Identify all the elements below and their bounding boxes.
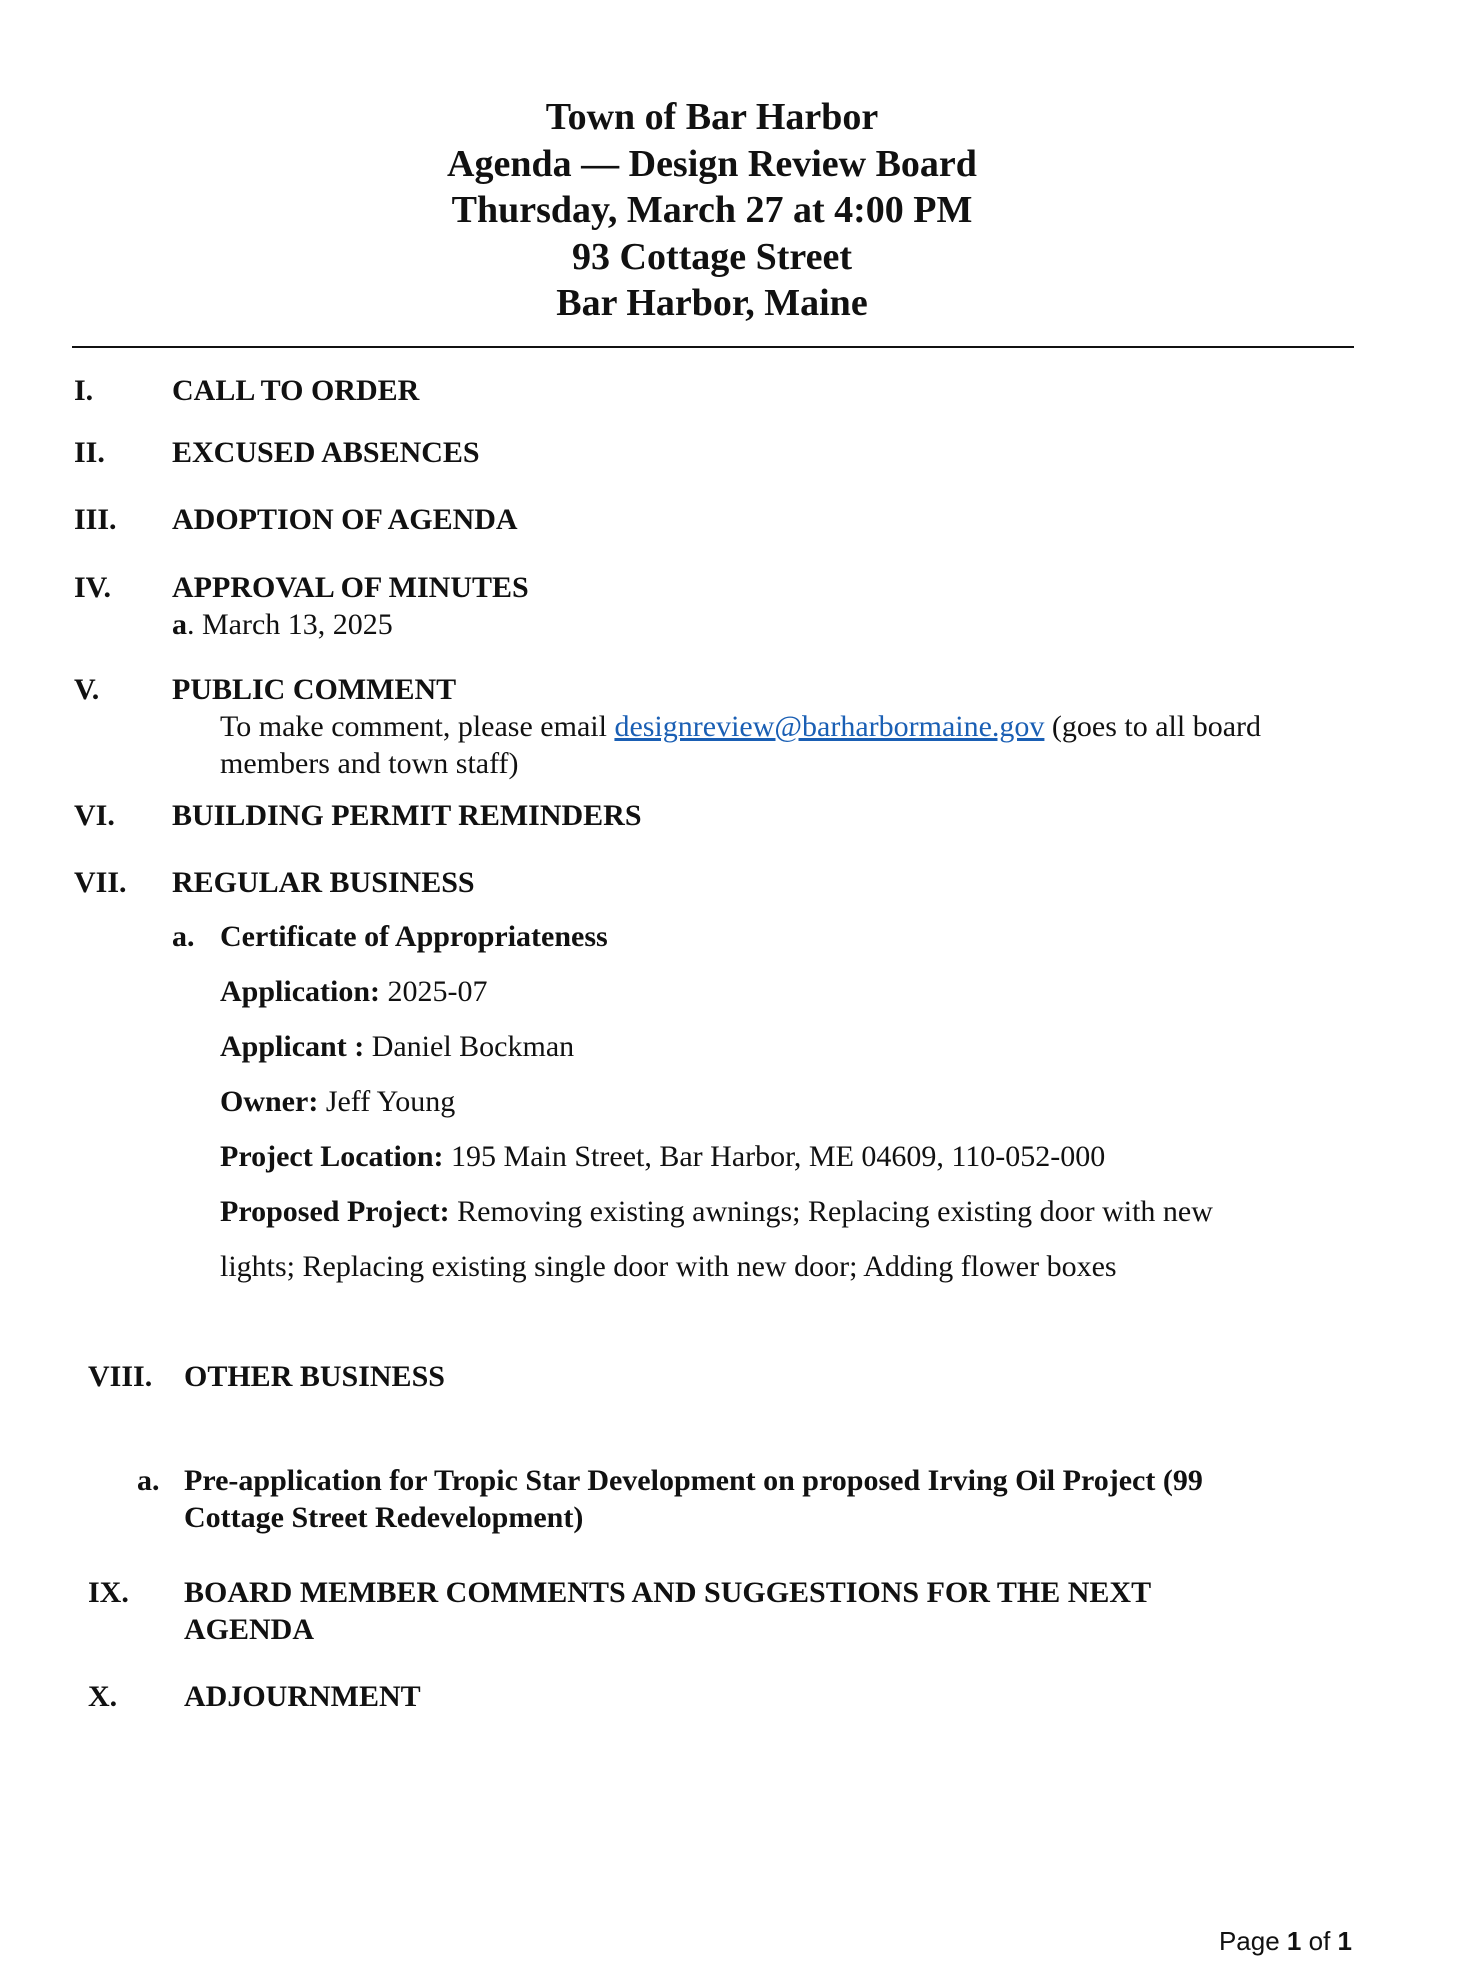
application-line: Application: 2025-07 — [220, 975, 488, 1008]
header-town: Town of Bar Harbor — [545, 96, 879, 138]
section-title: CALL TO ORDER — [172, 374, 420, 407]
item-letter: a. — [172, 920, 195, 953]
section-number: I. — [74, 374, 94, 407]
item-letter: a. — [137, 1464, 160, 1497]
email-link[interactable]: designreview@barharbormaine.gov — [614, 710, 1045, 743]
minutes-item: a. March 13, 2025 — [172, 608, 393, 641]
section-title: BUILDING PERMIT REMINDERS — [172, 799, 642, 832]
section-number: II. — [74, 436, 105, 469]
section-number: VII. — [74, 866, 127, 899]
header-agenda-title: Agenda — Design Review Board — [447, 142, 977, 185]
public-comment-text-cont: members and town staff) — [220, 747, 519, 780]
header-city-state: Bar Harbor, Maine — [556, 282, 868, 324]
section-title-cont: AGENDA — [184, 1613, 315, 1646]
header-divider — [72, 346, 1354, 348]
section-title: ADJOURNMENT — [184, 1680, 421, 1713]
owner-line: Owner: Jeff Young — [220, 1085, 456, 1118]
section-title: EXCUSED ABSENCES — [172, 436, 480, 469]
section-title: OTHER BUSINESS — [184, 1360, 445, 1393]
section-number: IV. — [74, 571, 111, 604]
section-title: APPROVAL OF MINUTES — [172, 571, 529, 604]
pre-application-item: Pre-application for Tropic Star Development on proposed Irving Oil Project (99 — [184, 1464, 1203, 1497]
proposed-project-line: Proposed Project: Removing existing awnings; Replacing existing door with new — [220, 1195, 1213, 1228]
pre-application-item-cont: Cottage Street Redevelopment) — [184, 1501, 584, 1534]
section-title: PUBLIC COMMENT — [172, 673, 457, 706]
project-location-line: Project Location: 195 Main Street, Bar Harbor, ME 04609, 110-052-000 — [220, 1140, 1106, 1173]
item-title: Certificate of Appropriateness — [220, 920, 608, 953]
page-number-footer: Page 1 of 1 — [1218, 1926, 1352, 1956]
header-date-time: Thursday, March 27 at 4:00 PM — [451, 189, 973, 231]
proposed-project-line-cont: lights; Replacing existing single door with new door; Adding flower boxes — [220, 1250, 1117, 1283]
section-number: VI. — [74, 799, 115, 832]
section-number: VIII. — [88, 1360, 153, 1393]
public-comment-text: To make comment, please email designreview@barharbormaine.gov (goes to all board — [220, 710, 1262, 743]
applicant-line: Applicant : Daniel Bockman — [220, 1030, 575, 1063]
section-title: ADOPTION OF AGENDA — [172, 503, 518, 536]
section-number: IX. — [88, 1576, 129, 1609]
header-address: 93 Cottage Street — [572, 235, 852, 278]
section-number: X. — [88, 1680, 118, 1713]
section-title: REGULAR BUSINESS — [172, 866, 475, 899]
document-header — [0, 94, 1424, 327]
section-title: BOARD MEMBER COMMENTS AND SUGGESTIONS FOR THE NEXT — [184, 1576, 1152, 1609]
section-number: III. — [74, 503, 117, 536]
section-number: V. — [74, 673, 100, 706]
